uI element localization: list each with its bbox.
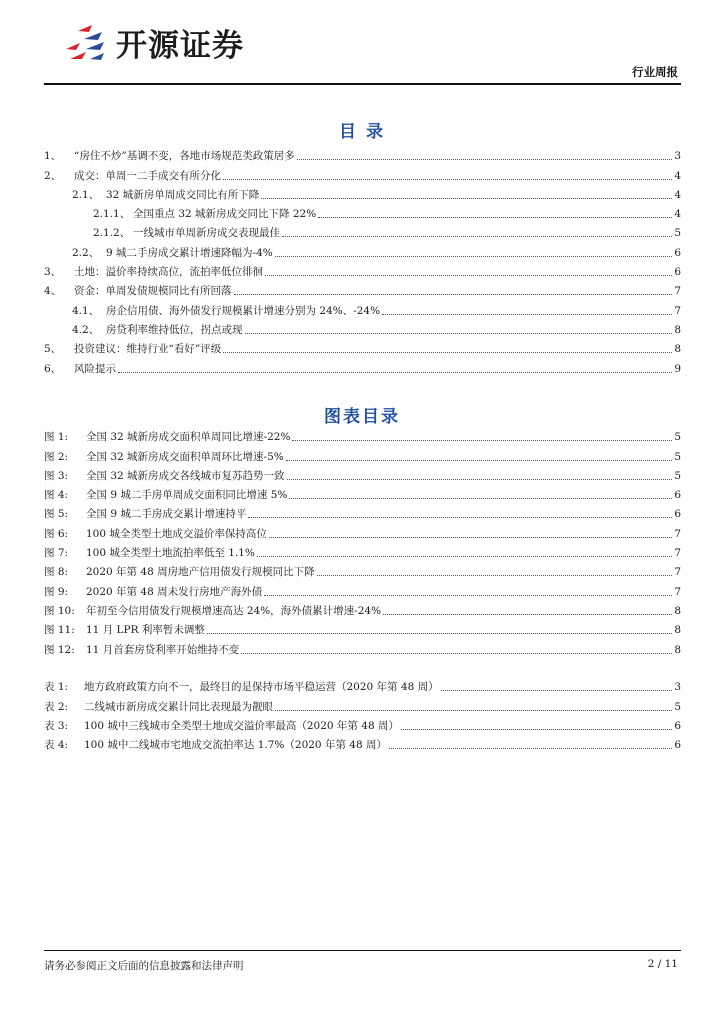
toc-entry[interactable]: [44, 240, 681, 259]
entry-page: 4: [674, 169, 681, 182]
figure-entry[interactable]: [44, 464, 681, 483]
toc-entry[interactable]: [44, 163, 681, 182]
entry-number: 6、: [44, 362, 62, 375]
entry-title: 11 月首套房贷利率开始维持不变: [86, 643, 240, 656]
figure-entry[interactable]: [44, 444, 681, 463]
figures-list: [44, 425, 681, 657]
entry-page: 8: [674, 643, 681, 656]
entry-number: 4.2、: [72, 323, 100, 336]
figure-entry[interactable]: [44, 483, 681, 502]
entry-title: 100 城中三线城市全类型土地成交溢价率最高（2020 年第 48 周）: [84, 719, 399, 732]
entry-title: 2020 年第 48 周未发行房地产海外债: [86, 585, 263, 598]
entry-number: 图 11:: [44, 624, 75, 637]
entry-page: 4: [674, 188, 681, 201]
entry-number: 图 9:: [44, 585, 69, 598]
table-entry[interactable]: [44, 675, 681, 694]
entry-page: 5: [674, 450, 681, 463]
entry-title: 全国 9 城二手房单周成交面积同比增速 5%: [86, 489, 288, 502]
figure-entry[interactable]: [44, 599, 681, 618]
entry-title: 二线城市新房成交累计同比表现最为靓眼: [84, 700, 273, 713]
dot-leader: [234, 294, 673, 295]
toc-entry[interactable]: [44, 144, 681, 163]
dot-leader: [286, 460, 673, 461]
entry-number: 图 8:: [44, 566, 69, 579]
entry-title: 100 城全类型土地流拍率低至 1.1%: [86, 547, 255, 560]
dot-leader: [118, 372, 672, 373]
entry-title: 100 城中二线城市宅地成交流拍率达 1.7%（2020 年第 48 周）: [84, 739, 387, 752]
document-type-label: 行业周报: [632, 65, 678, 79]
entry-number: 表 1:: [44, 681, 69, 694]
entry-title: 全国重点 32 城新房成交同比下降 22%: [133, 208, 317, 221]
entry-page: 8: [674, 323, 681, 336]
dot-leader: [223, 352, 672, 353]
figure-entry[interactable]: [44, 541, 681, 560]
entry-page: 7: [674, 585, 681, 598]
entry-page: 6: [674, 266, 681, 279]
entry-number: 图 6:: [44, 527, 69, 540]
entry-title: 土地：溢价率持续高位，流拍率低位徘徊: [74, 266, 263, 279]
dot-leader: [292, 440, 672, 441]
entry-page: 4: [674, 208, 681, 221]
toc-entry[interactable]: [44, 279, 681, 298]
entry-title: 房贷利率维持低位，拐点或现: [106, 323, 243, 336]
footer-rule: [44, 950, 681, 951]
figure-entry[interactable]: [44, 579, 681, 598]
entry-number: 1、: [44, 150, 62, 163]
table-entry[interactable]: [44, 733, 681, 752]
dot-leader: [245, 333, 673, 334]
entry-page: 7: [674, 285, 681, 298]
entry-title: “房住不炒”基调不变，各地市场规范类政策居多: [74, 150, 295, 163]
entry-title: 全国 32 城新房成交面积单周环比增速-5%: [86, 450, 284, 463]
table-entry[interactable]: [44, 714, 681, 733]
entry-page: 7: [674, 547, 681, 560]
entry-number: 图 5:: [44, 508, 69, 521]
entry-number: 2、: [44, 169, 62, 182]
entry-title: 房企信用债、海外债发行规模累计增速分别为 24%、-24%: [106, 304, 381, 317]
entry-page: 7: [674, 527, 681, 540]
dot-leader: [317, 575, 673, 576]
dot-leader: [383, 614, 672, 615]
entry-title: 年初至今信用债发行规模增速高达 24%，海外债累计增速-24%: [86, 604, 382, 617]
entry-number: 4、: [44, 285, 62, 298]
toc-entry[interactable]: [44, 260, 681, 279]
entry-page: 3: [674, 681, 681, 694]
toc-entry[interactable]: [44, 298, 681, 317]
entry-title: 资金：单周发债规模同比有所回落: [74, 285, 232, 298]
entry-page: 8: [674, 624, 681, 637]
dot-leader: [318, 217, 672, 218]
entry-page: 7: [674, 304, 681, 317]
entry-title: 32 城新房单周成交同比有所下降: [106, 188, 260, 201]
toc-entry[interactable]: [44, 337, 681, 356]
entry-title: 100 城全类型土地成交溢价率保持高位: [86, 527, 267, 540]
toc-entry[interactable]: [44, 221, 681, 240]
entry-page: 6: [674, 508, 681, 521]
entry-number: 3、: [44, 266, 62, 279]
toc-entry[interactable]: [44, 183, 681, 202]
toc-entry[interactable]: [44, 318, 681, 337]
entry-title: 2020 年第 48 周房地产信用债发行规模同比下降: [86, 566, 315, 579]
entry-page: 5: [674, 431, 681, 444]
page-header: [0, 0, 724, 90]
figure-entry[interactable]: [44, 425, 681, 444]
entry-title: 投资建议：维持行业“看好”评级: [74, 343, 222, 356]
entry-number: 图 12:: [44, 643, 75, 656]
entry-number: 表 4:: [44, 739, 69, 752]
dot-leader: [382, 314, 672, 315]
entry-number: 图 4:: [44, 489, 69, 502]
tables-list: [44, 675, 681, 752]
entry-title: 全国 9 城二手房成交累计增速持平: [86, 508, 247, 521]
dot-leader: [287, 479, 673, 480]
dot-leader: [257, 556, 672, 557]
brand-logo: [62, 16, 272, 68]
dot-leader: [265, 275, 672, 276]
dot-leader: [441, 690, 673, 691]
entry-number: 5、: [44, 343, 62, 356]
footer-disclaimer: 请务必参阅正文后面的信息披露和法律声明: [44, 960, 244, 972]
entry-number: 2.2、: [72, 246, 100, 259]
entry-title: 成交：单周一二手成交有所分化: [74, 169, 221, 182]
entry-number: 图 1:: [44, 431, 69, 444]
brand-logo-icon: [62, 19, 108, 65]
dot-leader: [401, 729, 672, 730]
figure-entry[interactable]: [44, 502, 681, 521]
entry-page: 6: [674, 489, 681, 502]
entry-number: 2.1.2、: [93, 227, 131, 240]
dot-leader: [241, 653, 672, 654]
entry-number: 图 2:: [44, 450, 69, 463]
dot-leader: [275, 256, 673, 257]
entry-number: 表 3:: [44, 719, 69, 732]
figure-entry[interactable]: [44, 560, 681, 579]
figure-entry[interactable]: [44, 618, 681, 637]
entry-number: 表 2:: [44, 700, 69, 713]
dot-leader: [389, 748, 672, 749]
toc-entry[interactable]: [44, 356, 681, 375]
entry-title: 一线城市单周新房成交表现最佳: [133, 227, 280, 240]
entry-title: 全国 32 城新房成交各线城市复苏趋势一致: [86, 469, 285, 482]
entry-title: 9 城二手房成交累计增速降幅为-4%: [106, 246, 273, 259]
dot-leader: [297, 159, 673, 160]
figure-entry[interactable]: [44, 521, 681, 540]
entry-number: 4.1、: [72, 304, 100, 317]
dot-leader: [269, 537, 672, 538]
toc-title: 目 录: [339, 122, 385, 142]
table-entry[interactable]: [44, 694, 681, 713]
entry-title: 地方政府政策方向不一，最终目的是保持市场平稳运营（2020 年第 48 周）: [84, 681, 439, 694]
dot-leader: [289, 498, 672, 499]
brand-name: 开源证券: [116, 27, 244, 64]
entry-title: 风险提示: [74, 362, 116, 375]
dot-leader: [207, 633, 672, 634]
dot-leader: [261, 198, 672, 199]
entry-page: 5: [674, 469, 681, 482]
entry-page: 6: [674, 739, 681, 752]
dot-leader: [264, 595, 672, 596]
dot-leader: [223, 179, 672, 180]
entry-page: 3: [674, 150, 681, 163]
entry-page: 9: [674, 362, 681, 375]
entry-number: 图 3:: [44, 469, 69, 482]
figure-entry[interactable]: [44, 637, 681, 656]
page-number: 2 / 11: [647, 958, 678, 970]
entry-number: 图 7:: [44, 547, 69, 560]
entry-number: 图 10:: [44, 604, 75, 617]
dot-leader: [282, 236, 672, 237]
entry-title: 11 月 LPR 利率暂未调整: [86, 624, 205, 637]
entry-number: 2.1、: [72, 188, 100, 201]
dot-leader: [248, 517, 672, 518]
toc-list: [44, 144, 681, 376]
entry-page: 8: [674, 604, 681, 617]
entry-page: 6: [674, 246, 681, 259]
dot-leader: [275, 710, 672, 711]
entry-page: 5: [674, 700, 681, 713]
entry-page: 6: [674, 719, 681, 732]
header-rule: [44, 83, 681, 85]
toc-entry[interactable]: [44, 202, 681, 221]
entry-page: 8: [674, 343, 681, 356]
entry-page: 5: [674, 227, 681, 240]
entry-number: 2.1.1、: [93, 208, 131, 221]
entry-page: 7: [674, 566, 681, 579]
entry-title: 全国 32 城新房成交面积单周同比增速-22%: [86, 431, 291, 444]
figures-title: 图表目录: [324, 407, 400, 427]
